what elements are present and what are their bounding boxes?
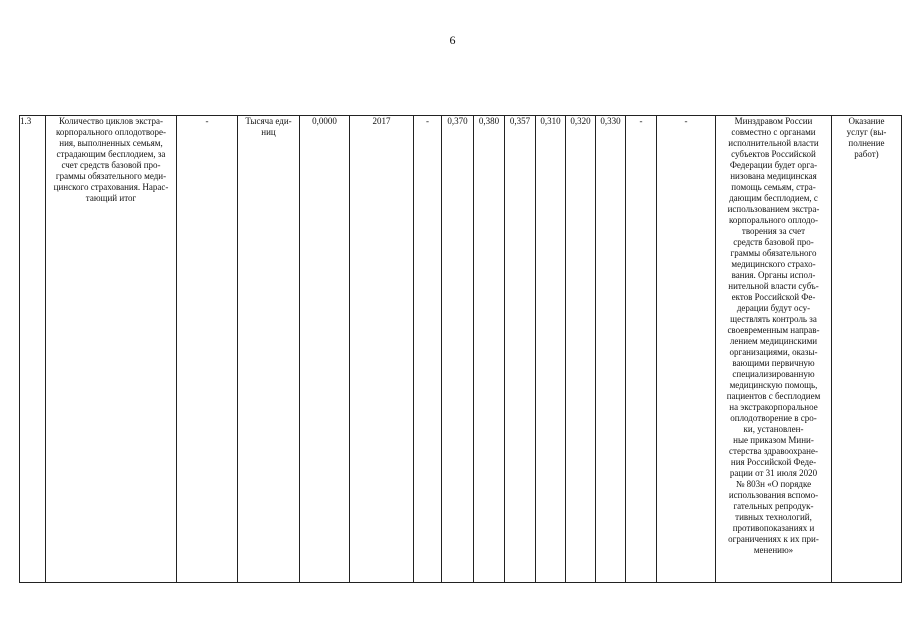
- base-value: 0,0000: [300, 116, 350, 583]
- responsible-text: Минздравом России совместно с органами исполнительной власти субъектов Российской Федерации будет орга- низована медицинская помощь семьям, стра- дающим бесплодием, с использованием экстра- корпорального оплодо- творения за счет средств базовой про- граммы обязательного медицинского страхо- вания. Органы испол- нительной власти субъ- ектов Российской Фе- дерации будут осу- ществлять контроль за своевременным направ- лением медицинскими организациями, оказы- вающими первичную специализированную медицинскую помощь, пациентов с бесплодием на экстракорпоральное оплодотворение в сро- ки, установлен- ные приказом Мини- стерства здравоохране- ния Российской Феде- рации от 31 июля 2020 № 803н «О порядке использования вспомо- гательных репродук- тивных технологий, противопоказаниях и ограничениях к их при- менению»: [716, 116, 832, 583]
- dash-cell: -: [414, 116, 442, 583]
- indicator-type-cell: -: [177, 116, 238, 583]
- row-number: 1.3: [20, 116, 46, 583]
- base-year: 2017: [350, 116, 414, 583]
- page-number: 6: [449, 33, 456, 47]
- value-cell: 0,330: [596, 116, 626, 583]
- value-cell: 0,320: [566, 116, 596, 583]
- table-row: [20, 116, 902, 583]
- value-cell: 0,357: [505, 116, 536, 583]
- dash-cell: -: [626, 116, 657, 583]
- unit-of-measure: Тысяча еди- ниц: [238, 116, 300, 583]
- value-cell: 0,380: [474, 116, 505, 583]
- indicator-name: Количество циклов экстра- корпорального оплодотворе- ния, выполненных семьям, страдающим бесплодием, за счет средств базовой про- граммы обязательного меди- цинского страхования. Нарас- тающий итог: [46, 116, 177, 583]
- value-cell: 0,370: [442, 116, 474, 583]
- dash-cell: -: [657, 116, 716, 583]
- indicator-table: [19, 115, 902, 583]
- activity-type: Оказание услуг (вы- полнение работ): [832, 116, 902, 583]
- value-cell: 0,310: [536, 116, 566, 583]
